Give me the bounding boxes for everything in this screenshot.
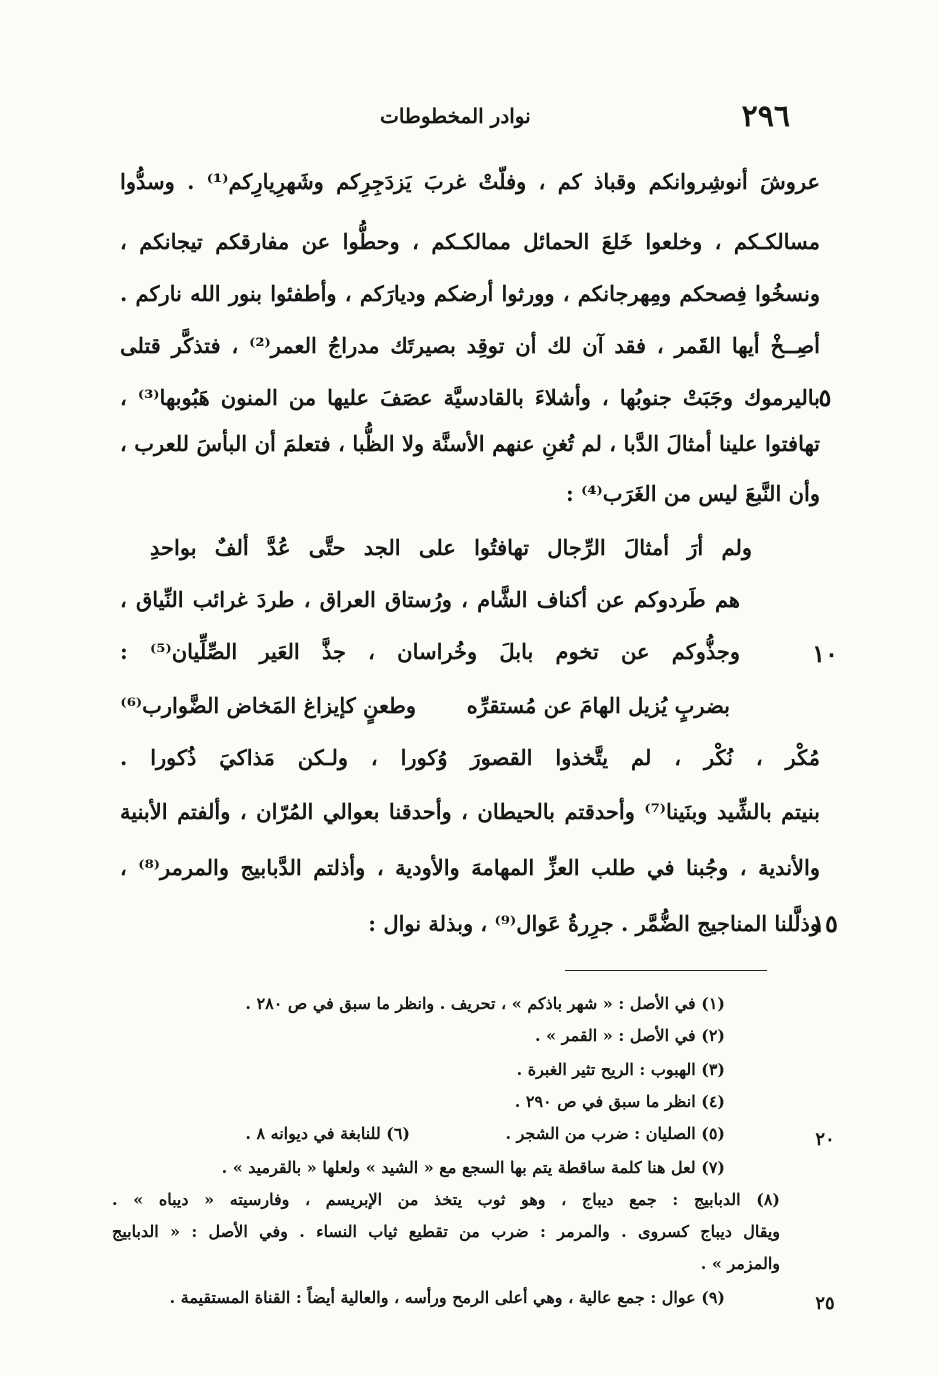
body-line-6: تهافتوا علينا أمثالَ الدَّبا ، لم تُغنِ عنهم الأسنَّة ولا الظُّبا ، فتعلمَ أن البأسَ للعرب ، — [120, 431, 820, 456]
line-number-10: ١٠ — [812, 639, 838, 668]
verse-line-2: هم طَردوكم عن أكناف الشَّام ، ورُستاق العراق ، طردَ غرائب النِّياق ، — [120, 587, 740, 612]
body-line-8: مُكْر ، نُكْر ، لم يتَّخذوا القصورَ وُكورا ، ولـكن مَذاكيَ ذُكورا . — [120, 745, 820, 770]
footnote-8: (٨) الدبابيج : جمع ديباج ، وهو ثوب يتخذ من الإبريسم ، وفارسيته « ديباه » . — [112, 1190, 780, 1209]
footnote-3: (٣) الهبوب : الريح تثير الغبرة . — [516, 1060, 725, 1079]
body-line-10: والأندية ، وجُبنا في طلب العزِّ المهامهَ والأودية ، وأذلتم الدَّبابيج والمرمر⁽⁸⁾ ، — [120, 855, 820, 880]
line-number-15: ١٥ — [812, 909, 838, 938]
footnote-1: (١) في الأصل : « شهر باذكم » ، تحريف . وانظر ما سبق في ص ٢٨٠ . — [245, 994, 725, 1013]
page-number: ٢٩٦ — [741, 99, 790, 134]
footnote-2: (٢) في الأصل : « القمر » . — [535, 1026, 725, 1045]
verse-line-1: ولم أرَ أمثالَ الرِّجال تهافتُوا على الجد حتَّى عُدَّ ألفٌ بواحدِ — [150, 535, 752, 560]
body-line-5: باليرموك وجَبَتْ جنوبُها ، وأشلاءَ بالقادسيَّة عصَفَ عليها من المنون هَبُوبها⁽³⁾ ، — [120, 385, 820, 410]
footnote-7: (٧) لعل هنا كلمة ساقطة يتم بها السجع مع « الشيد » ولعلها « بالقرميد » . — [221, 1158, 725, 1177]
body-line-3: ونسخُوا فِصحكم ومِهرجانكم ، وورثوا أرضكم وديارَكم ، وأطفئوا بنور الله ناركم . — [120, 281, 820, 306]
line-number-5: ٥ — [818, 383, 832, 412]
footnote-4: (٤) انظر ما سبق في ص ٢٩٠ . — [514, 1092, 725, 1111]
verse-first-half: بضربٍ يُزيل الهامَ عن مُستقرِّه — [466, 693, 730, 718]
body-line-11: وذلَّلنا المناجيج الضُّمَّر . جرِرةُ عَوال⁽⁹⁾ ، وبذلة نوال : — [368, 911, 820, 936]
line-number-20: ٢٠ — [815, 1129, 835, 1150]
body-line-9: بنيتم بالشِّيد وبنَينا⁽⁷⁾ وأحدقتم بالحيطان ، وأحدقنا بعوالي المُرّان ، وألفتم الأبنية — [120, 799, 820, 824]
footnote-8-end: والمزمر » . — [700, 1254, 780, 1273]
footnote-9: (٩) عوال : جمع عالية ، وهي أعلى الرمح ورأسه ، والعالية أيضاً : القناة المستقيمة . — [169, 1288, 725, 1307]
verse-line-3: وجذُّوكم عن تخوم بابلَ وخُراسان ، جذَّ العَير الصِّلِّيان⁽⁵⁾ : — [120, 639, 740, 664]
footnote-6: (٦) للنابغة في ديوانه ٨ . — [245, 1124, 410, 1143]
body-line-4: أصِــخْ أيها القَمر ، فقد آن لك أن توقِد بصيرتَك مدراجُ العمر⁽²⁾ ، فتذكَّر قتلى — [120, 333, 820, 358]
running-head: نوادر المخطوطات — [380, 104, 531, 128]
footnote-8-continuation: ويقال ديباج كسروى . والمرمر : ضرب من تقطيع ثياب النساء . وفي الأصل : « الدبابيج — [112, 1222, 780, 1241]
body-line-2: مسالكـكم ، وخلعوا خَلعَ الحمائل ممالكـكم ، وحطُّوا عن مفارقكم تيجانكم ، — [120, 229, 820, 254]
verse-second-half: وطعنٍ كإيزاغ المَخاض الضَّوارب⁽⁶⁾ — [120, 693, 416, 718]
footnote-5: (٥) الصليان : ضرب من الشجر . — [505, 1124, 725, 1143]
line-number-25: ٢٥ — [815, 1293, 835, 1314]
body-line-7: وأن النَّبعَ ليس من الغَرَب⁽⁴⁾ : — [566, 481, 820, 506]
body-line-1: عروشَ أنوشِروانكم وقباذ كم ، وفلّتْ غربَ يَزدَجِرِكم وشَهرِيارِكم⁽¹⁾ . وسدُّوا — [120, 169, 820, 194]
footnote-divider — [565, 970, 767, 971]
